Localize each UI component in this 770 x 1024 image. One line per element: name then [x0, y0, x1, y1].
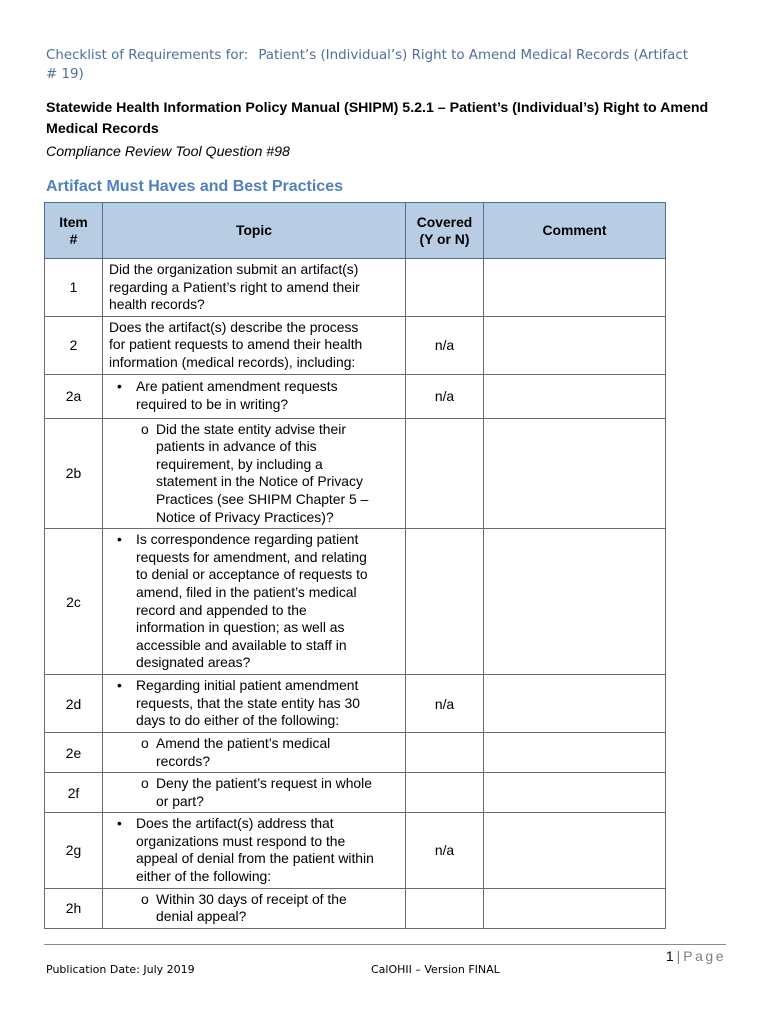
topic-text-line: statement in the Notice of Privacy	[156, 473, 363, 490]
sub-bullet-icon: o	[141, 420, 149, 437]
covered-cell	[406, 259, 484, 317]
indent-spacer	[141, 456, 156, 474]
topic-cell	[103, 316, 406, 374]
item-number-cell: 2d	[45, 675, 103, 733]
page-number: 1 | Page	[665, 948, 726, 964]
item-number-cell: 2b	[45, 418, 103, 529]
indent-spacer	[141, 793, 156, 811]
bullet-icon	[117, 531, 136, 549]
indent-spacer	[141, 908, 156, 926]
topic-cell	[103, 529, 406, 675]
table-row	[45, 813, 666, 888]
manual-title: Statewide Health Information Policy Manual (SHIPM) 5.2.1 – Patient’s (Individual’s) Right to Amend Medical Records	[46, 100, 709, 137]
topic-text-line: Within 30 days of receipt of the	[156, 890, 347, 907]
item-number-cell: 2	[45, 316, 103, 374]
topic-text-line: denial appeal?	[156, 908, 247, 925]
topic-text-line: Does the artifact(s) describe the process	[109, 318, 359, 335]
item-number-cell: 2f	[45, 773, 103, 813]
indent-spacer	[117, 584, 136, 602]
item-number-cell: 2g	[45, 813, 103, 888]
indent-spacer	[141, 509, 156, 527]
item-number-cell: 2c	[45, 529, 103, 675]
topic-text-line: Did the organization submit an artifact(s)	[109, 261, 359, 277]
topic-cell	[103, 418, 406, 529]
table-row	[45, 374, 666, 418]
topic-text-line: Practices (see SHIPM Chapter 5 –	[156, 490, 369, 507]
item-number-cell: 1	[45, 259, 103, 317]
sub-bullet-icon: o	[141, 734, 149, 751]
covered-cell	[406, 529, 484, 675]
section-heading: Artifact Must Haves and Best Practices	[46, 178, 343, 195]
footer-divider	[44, 944, 726, 945]
covered-cell	[406, 773, 484, 813]
checklist-header	[46, 46, 726, 84]
sub-bullet-icon: o	[141, 775, 149, 792]
header-comment: Comment	[484, 203, 666, 259]
comment-cell	[484, 374, 666, 418]
header-covered: Covered (Y or N)	[406, 203, 484, 259]
indent-spacer	[117, 549, 136, 567]
table-body	[45, 259, 666, 929]
publication-date: Publication Date: July 2019	[46, 963, 195, 976]
topic-text-line: information (medical records), including:	[109, 353, 356, 370]
covered-cell: n/a	[406, 316, 484, 374]
topic-text-line: requirement, by including a	[156, 455, 323, 472]
topic-text-line: Deny the patient’s request in whole	[156, 775, 372, 792]
comment-cell	[484, 773, 666, 813]
topic-text-line: organizations must respond to the	[136, 832, 346, 849]
comment-cell	[484, 732, 666, 772]
topic-cell	[103, 813, 406, 888]
topic-text-line: accessible and available to staff in	[136, 636, 347, 653]
topic-text-line: Amend the patient’s medical	[156, 734, 331, 751]
comment-cell	[484, 813, 666, 888]
bullet-icon	[117, 815, 136, 833]
indent-spacer	[141, 473, 156, 491]
topic-cell	[103, 732, 406, 772]
topic-text-line: patients in advance of this	[156, 438, 317, 455]
checklist-prefix: Checklist of Requirements for:	[46, 48, 249, 63]
topic-text-line: requests, that the state entity has 30	[136, 694, 360, 711]
topic-text-line: Are patient amendment requests	[136, 378, 338, 395]
table-header-row	[45, 203, 666, 259]
topic-cell	[103, 773, 406, 813]
version-label: CalOHII – Version FINAL	[371, 963, 500, 976]
indent-spacer	[117, 833, 136, 851]
indent-spacer	[141, 491, 156, 509]
topic-text-line: health records?	[109, 296, 205, 313]
item-number-cell: 2a	[45, 374, 103, 418]
bullet-icon	[117, 378, 136, 396]
topic-cell	[103, 888, 406, 928]
item-number-cell: 2h	[45, 888, 103, 928]
indent-spacer	[117, 637, 136, 655]
topic-text-line: Regarding initial patient amendment	[136, 677, 359, 694]
comment-cell	[484, 529, 666, 675]
topic-text-line: or part?	[156, 792, 204, 809]
covered-cell	[406, 888, 484, 928]
table-row	[45, 675, 666, 733]
topic-text-line: amend, filed in the patient’s medical	[136, 584, 357, 601]
topic-cell	[103, 259, 406, 317]
topic-text-line: record and appended to the	[136, 601, 307, 618]
item-number-cell: 2e	[45, 732, 103, 772]
header-topic: Topic	[103, 203, 406, 259]
comment-cell	[484, 888, 666, 928]
topic-text-line: regarding a Patient’s right to amend their	[109, 278, 360, 295]
review-question: Compliance Review Tool Question #98	[46, 144, 290, 160]
topic-text-line: Does the artifact(s) address that	[136, 815, 334, 832]
topic-text-line: designated areas?	[136, 654, 251, 671]
checklist-subject-line1: Patient’s (Individual’s) Right to Amend Medical Records (Artifact	[258, 48, 688, 63]
header-item-number: Item #	[45, 203, 103, 259]
indent-spacer	[117, 396, 136, 414]
topic-text-line: days to do either of the following:	[136, 712, 340, 729]
table-row	[45, 773, 666, 813]
table-row	[45, 259, 666, 317]
comment-cell	[484, 418, 666, 529]
topic-text-line: Notice of Privacy Practices)?	[156, 508, 334, 525]
covered-cell: n/a	[406, 374, 484, 418]
table-row	[45, 529, 666, 675]
checklist-subject-line2: # 19)	[46, 67, 84, 82]
covered-cell	[406, 732, 484, 772]
indent-spacer	[117, 712, 136, 730]
topic-text-line: requests for amendment, and relating	[136, 548, 367, 565]
indent-spacer	[117, 695, 136, 713]
comment-cell	[484, 675, 666, 733]
indent-spacer	[117, 868, 136, 886]
indent-spacer	[117, 850, 136, 868]
bullet-icon	[117, 677, 136, 695]
comment-cell	[484, 259, 666, 317]
topic-text-line: Did the state entity advise their	[156, 420, 346, 437]
covered-cell: n/a	[406, 675, 484, 733]
topic-text-line: to denial or acceptance of requests to	[136, 566, 368, 583]
indent-spacer	[141, 438, 156, 456]
indent-spacer	[117, 654, 136, 672]
indent-spacer	[117, 602, 136, 620]
table-row	[45, 888, 666, 928]
topic-text-line: records?	[156, 752, 211, 769]
covered-cell: n/a	[406, 813, 484, 888]
topic-text-line: appeal of denial from the patient within	[136, 850, 374, 867]
topic-cell	[103, 675, 406, 733]
indent-spacer	[117, 619, 136, 637]
topic-text-line: Is correspondence regarding patient	[136, 531, 359, 548]
indent-spacer	[117, 566, 136, 584]
table-row	[45, 316, 666, 374]
comment-cell	[484, 316, 666, 374]
topic-text-line: either of the following:	[136, 868, 272, 885]
covered-cell	[406, 418, 484, 529]
topic-cell	[103, 374, 406, 418]
sub-bullet-icon: o	[141, 890, 149, 907]
table-row	[45, 732, 666, 772]
indent-spacer	[141, 753, 156, 771]
table-row	[45, 418, 666, 529]
topic-text-line: information in question; as well as	[136, 619, 345, 636]
topic-text-line: required to be in writing?	[136, 396, 289, 413]
topic-text-line: for patient requests to amend their health	[109, 336, 363, 353]
requirements-table	[44, 202, 666, 929]
